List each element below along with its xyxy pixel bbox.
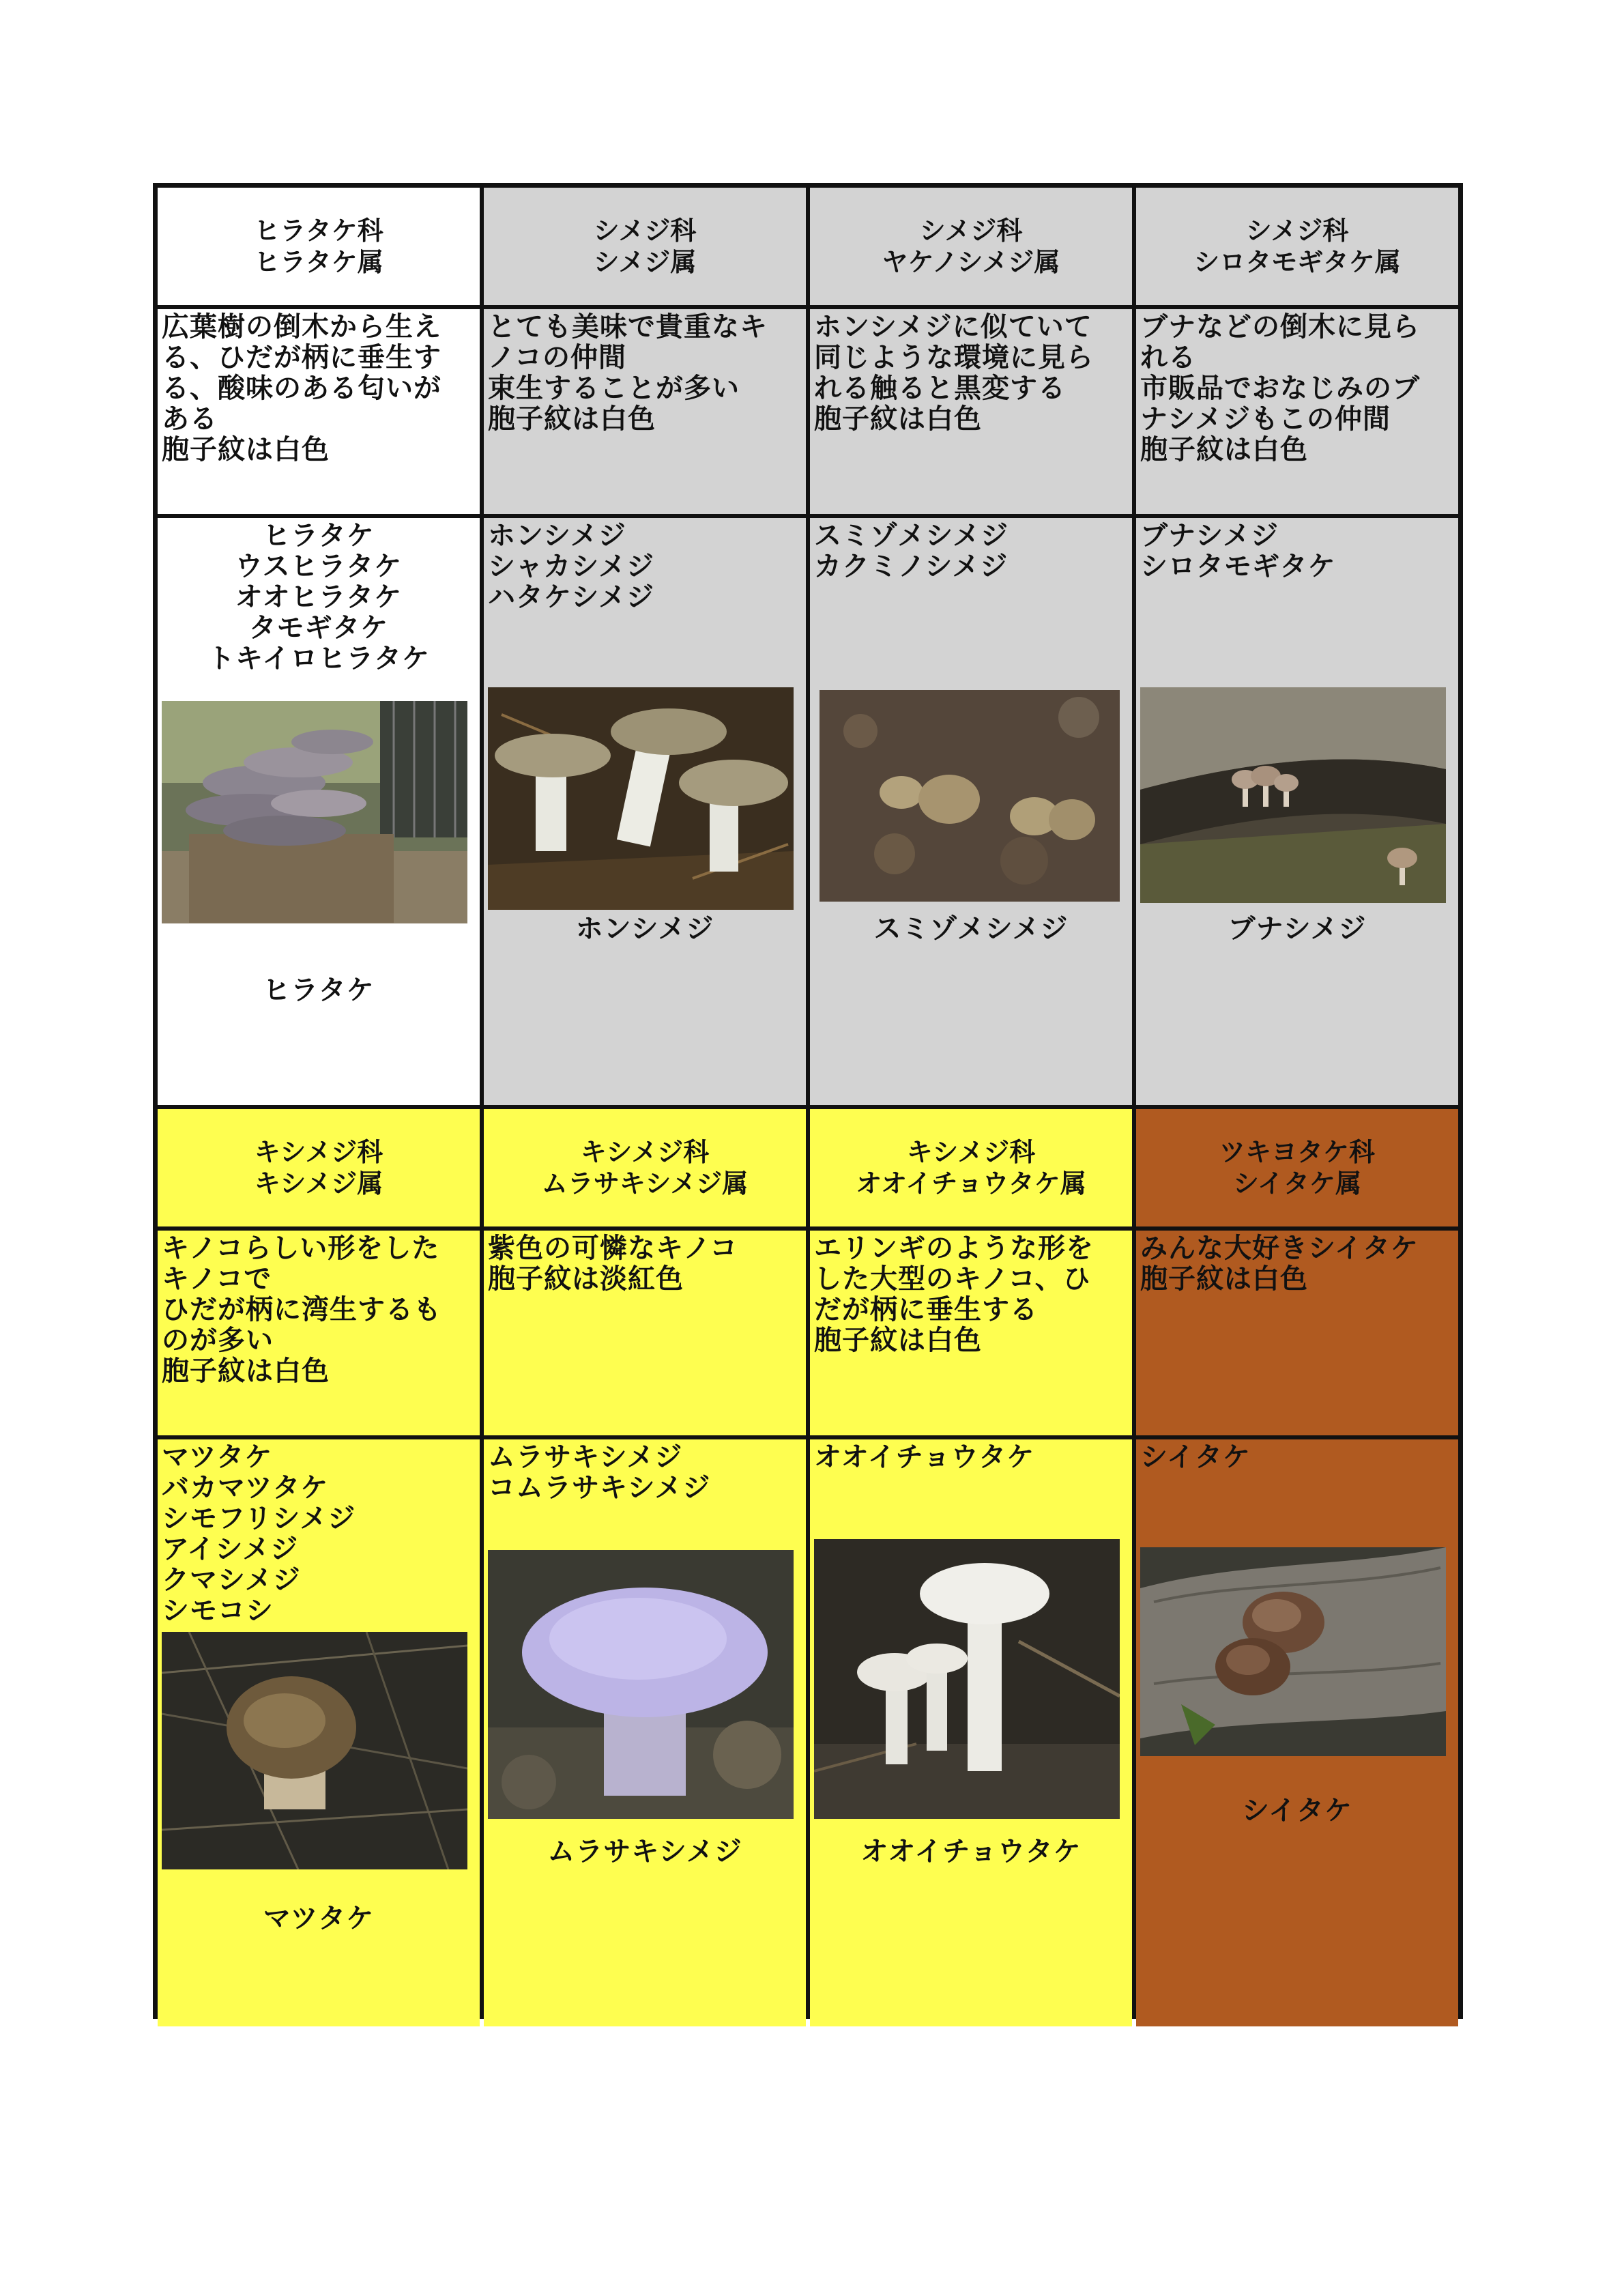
family-label: キシメジ科 <box>580 1137 710 1167</box>
species-list: ムラサキシメジ コムラサキシメジ <box>488 1441 711 1504</box>
header-cell <box>484 1109 806 1226</box>
matsutake-photo <box>162 1632 467 1869</box>
species-caption: スミゾメシメジ <box>873 913 1069 945</box>
species-cell <box>1136 1439 1458 2026</box>
description-cell: 紫色の可憐なキノコ 胞子紋は淡紅色 <box>484 1231 806 1435</box>
genus-label: キシメジ属 <box>254 1168 383 1199</box>
family-label: シメジ科 <box>919 216 1023 246</box>
bunashimeji-photo <box>1140 687 1446 903</box>
description-cell: 広葉樹の倒木から生え る、ひだが柄に垂生す る、酸味のある匂いが ある 胞子紋は白色 <box>158 309 480 514</box>
family-label: ツキヨタケ科 <box>1219 1137 1375 1167</box>
species-cell <box>484 518 806 1105</box>
genus-label: オオイチョウタケ属 <box>856 1168 1086 1199</box>
header-cell <box>1136 188 1458 305</box>
species-cell <box>810 1439 1132 2026</box>
species-caption: シイタケ <box>1242 1795 1352 1826</box>
species-cell <box>1136 518 1458 1105</box>
description-cell: とても美味で貴重なキ ノコの仲間 束生することが多い 胞子紋は白色 <box>484 309 806 514</box>
species-list: ブナシメジ シロタモギタケ <box>1140 520 1336 582</box>
species-cell <box>810 518 1132 1105</box>
species-list: オオイチョウタケ <box>814 1441 1035 1473</box>
murasaki-shimeji-photo <box>488 1550 794 1819</box>
species-list: ヒラタケ ウスヒラタケ オオヒラタケ タモギタケ トキイロヒラタケ <box>207 520 430 674</box>
species-list: スミゾメシメジ カクミノシメジ <box>814 520 1009 582</box>
species-list: シイタケ <box>1140 1441 1251 1473</box>
ooichoutake-photo <box>814 1539 1120 1819</box>
family-label: キシメジ科 <box>254 1137 383 1167</box>
header-cell <box>158 1109 480 1226</box>
genus-label: ムラサキシメジ属 <box>541 1168 749 1199</box>
species-caption: ヒラタケ <box>263 975 375 1006</box>
species-caption: ムラサキシメジ <box>547 1836 742 1867</box>
species-caption: ホンシメジ <box>575 913 714 945</box>
oyster-mushroom-photo <box>162 701 467 923</box>
header-cell <box>1136 1109 1458 1226</box>
description-cell: エリンギのような形を した大型のキノコ、ひ だが柄に垂生する 胞子紋は白色 <box>810 1231 1132 1435</box>
family-label: シメジ科 <box>1245 216 1349 246</box>
description-cell: みんな大好きシイタケ 胞子紋は白色 <box>1136 1231 1458 1435</box>
header-cell <box>158 188 480 305</box>
family-label: シメジ科 <box>593 216 697 246</box>
description-cell: ブナなどの倒木に見ら れる 市販品でおなじみのブ ナシメジもこの仲間 胞子紋は白色 <box>1136 309 1458 514</box>
species-list: マツタケ バカマツタケ シモフリシメジ アイシメジ クマシメジ シモコシ <box>162 1441 356 1626</box>
species-cell <box>158 1439 480 2026</box>
species-caption: ブナシメジ <box>1228 913 1367 945</box>
genus-label: シロタモギタケ属 <box>1193 247 1401 277</box>
mushroom-classification-table <box>153 183 1463 2019</box>
genus-label: ヤケノシメジ属 <box>882 247 1060 277</box>
shiitake-photo <box>1140 1547 1446 1756</box>
species-caption: オオイチョウタケ <box>860 1836 1082 1867</box>
sumizome-shimeji-photo <box>820 690 1120 902</box>
species-cell <box>484 1439 806 2026</box>
header-cell <box>810 1109 1132 1226</box>
header-cell <box>484 188 806 305</box>
species-caption: マツタケ <box>263 1903 375 1934</box>
header-cell <box>810 188 1132 305</box>
family-label: キシメジ科 <box>906 1137 1036 1167</box>
family-label: ヒラタケ科 <box>254 216 383 246</box>
genus-label: ヒラタケ属 <box>254 247 383 277</box>
species-cell <box>158 518 480 1105</box>
description-cell: キノコらしい形をした キノコで ひだが柄に湾生するも のが多い 胞子紋は白色 <box>158 1231 480 1435</box>
description-cell: ホンシメジに似ていて 同じような環境に見ら れる触ると黒変する 胞子紋は白色 <box>810 309 1132 514</box>
species-list: ホンシメジ シャカシメジ ハタケシメジ <box>488 520 654 613</box>
genus-label: シメジ属 <box>593 247 697 277</box>
honshimeji-photo <box>488 687 794 910</box>
genus-label: シイタケ属 <box>1232 1168 1362 1199</box>
